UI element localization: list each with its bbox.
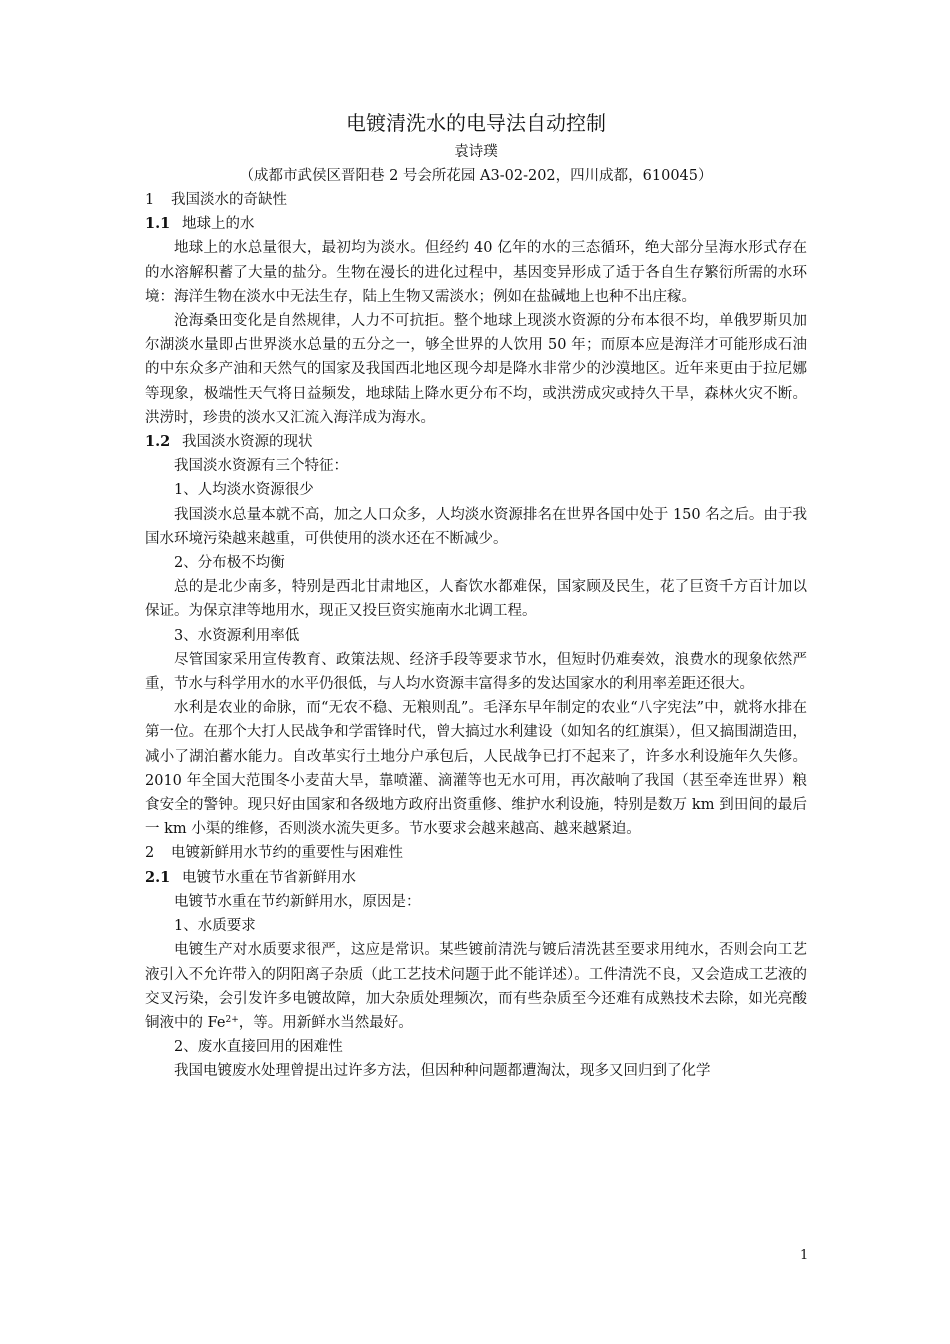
subsection-heading-2-1 <box>145 866 807 890</box>
section-title: 我国淡水的奇缺性 <box>171 192 287 208</box>
section-number: 1.2 <box>145 433 171 451</box>
paragraph: 我国电镀废水处理曾提出过许多方法，但因种种问题都遭淘汰，现多又回归到了化学 <box>174 1063 711 1080</box>
section-heading-1 <box>145 188 807 212</box>
paragraph: 地球上的水总量很大，最初均为淡水。但经约 40 亿年的水的三态循环，绝大部分呈海水形式存在的水溶解积蓄了大量的盐分。生物在漫长的进化过程中，基因变异形成了适于各自生存繁衍所需的水环境：海洋生物在淡水中无法生存，陆上生物又需淡水；例如在盐碱地上也种不出庄稼。 <box>145 240 807 305</box>
list-item: 1、人均淡水资源很少 <box>174 482 314 499</box>
text-column <box>145 106 807 1084</box>
list-item: 2、分布极不均衡 <box>174 555 285 572</box>
paragraph: 尽管国家采用宣传教育、政策法规、经济手段等要求节水，但短时仍难奏效，浪费水的现象依然严重，节水与科学用水的水平仍很低，与人均水资源丰富得多的发达国家水的利用率差距还很大。 <box>145 651 807 693</box>
section-number: 2.1 <box>145 868 171 886</box>
section-title: 我国淡水资源的现状 <box>182 434 313 451</box>
paragraph: 电镀节水重在节约新鲜用水，原因是： <box>174 893 421 910</box>
paragraph: 我国淡水资源有三个特征： <box>174 458 348 475</box>
list-item: 2、废水直接回用的困难性 <box>174 1039 343 1056</box>
paragraph <box>145 938 807 1035</box>
section-title: 电镀新鲜用水节约的重要性与困难性 <box>171 845 403 862</box>
paragraph-text: ，等。用新鲜水当然最好。 <box>238 1014 413 1031</box>
author-name: 袁诗璞 <box>454 144 498 160</box>
ion-charge-superscript: 2+ <box>225 1014 239 1025</box>
section-number: 1.1 <box>145 215 171 233</box>
page-number: 1 <box>800 1248 809 1263</box>
paragraph: 水利是农业的命脉，而“无农不稳、无粮则乱”。毛泽东早年制定的农业“八字宪法”中，就将水排在第一位。在那个大打人民战争和学雷锋时代，曾大搞过水利建设（如知名的红旗渠），但又搞围湖造田，减小了湖泊蓄水能力。自改革实行土地分户承包后，人民战争已打不起来了，许多水利设施年久失修。2010 年全国大范围冬小麦苗大旱，靠喷灌、滴灌等也无水可用，再次敲响了我国（甚至牵连世界）粮食安全的警钟。现只好由国家和各级地方政府出资重修、维护水利设施，特别是数万 km 到田间的最后一 km 小渠的维修，否则淡水流失更多。节水要求会越来越高、越来越紧迫。 <box>145 700 807 838</box>
section-title: 地球上的水 <box>182 216 255 233</box>
paragraph-text: 电镀生产对水质要求很严，这应是常识。某些镀前清洗与镀后清洗甚至要求用纯水，否则会向工艺液引入不允许带入的阴阳离子杂质（此工艺技术问题于此不能详述）。工件清洗不良，又会造成工艺液的交叉污染，会引发许多电镀故障，加大杂质处理频次，而有些杂质至今还难有成熟技术去除，如光亮酸铜液中的 Fe <box>145 942 807 1031</box>
subsection-heading-1-1 <box>145 212 807 236</box>
list-item: 3、水资源利用率低 <box>174 627 300 644</box>
paragraph: 总的是北少南多，特别是西北甘肃地区，人畜饮水都难保，国家顾及民生，花了巨资千方百计加以保证。为保京津等地用水，现正又投巨资实施南水北调工程。 <box>145 579 807 620</box>
list-item: 1、水质要求 <box>174 918 256 935</box>
author-affiliation: （成都市武侯区晋阳巷 2 号会所花园 A3-02-202，四川成都，610045） <box>239 168 713 184</box>
subsection-heading-1-2 <box>145 430 807 454</box>
section-heading-2 <box>145 841 807 865</box>
section-title: 电镀节水重在节省新鲜用水 <box>182 869 356 886</box>
paragraph: 我国淡水总量本就不高，加之人口众多，人均淡水资源排名在世界各国中处于 150 名之后。由于我国水环境污染越来越重，可供使用的淡水还在不断减少。 <box>145 506 807 547</box>
paper-title: 电镀清洗水的电导法自动控制 <box>346 111 606 135</box>
section-number: 1 <box>145 192 155 208</box>
section-number: 2 <box>145 845 155 862</box>
paragraph: 沧海桑田变化是自然规律，人力不可抗拒。整个地球上现淡水资源的分布本很不均，单俄罗斯贝加尔湖淡水量即占世界淡水总量的五分之一，够全世界的人饮用 50 年；而原本应是海洋才可能形成石油的中东众多产油和天然气的国家及我国西北地区现今却是降水非常少的沙漠地区。近年来更由于拉尼娜等现象，极端性天气将日益频发，地球陆上降水更分布不均，或洪涝成灾或持久干旱，森林火灾不断。洪涝时，珍贵的淡水又汇流入海洋成为海水。 <box>145 313 807 426</box>
